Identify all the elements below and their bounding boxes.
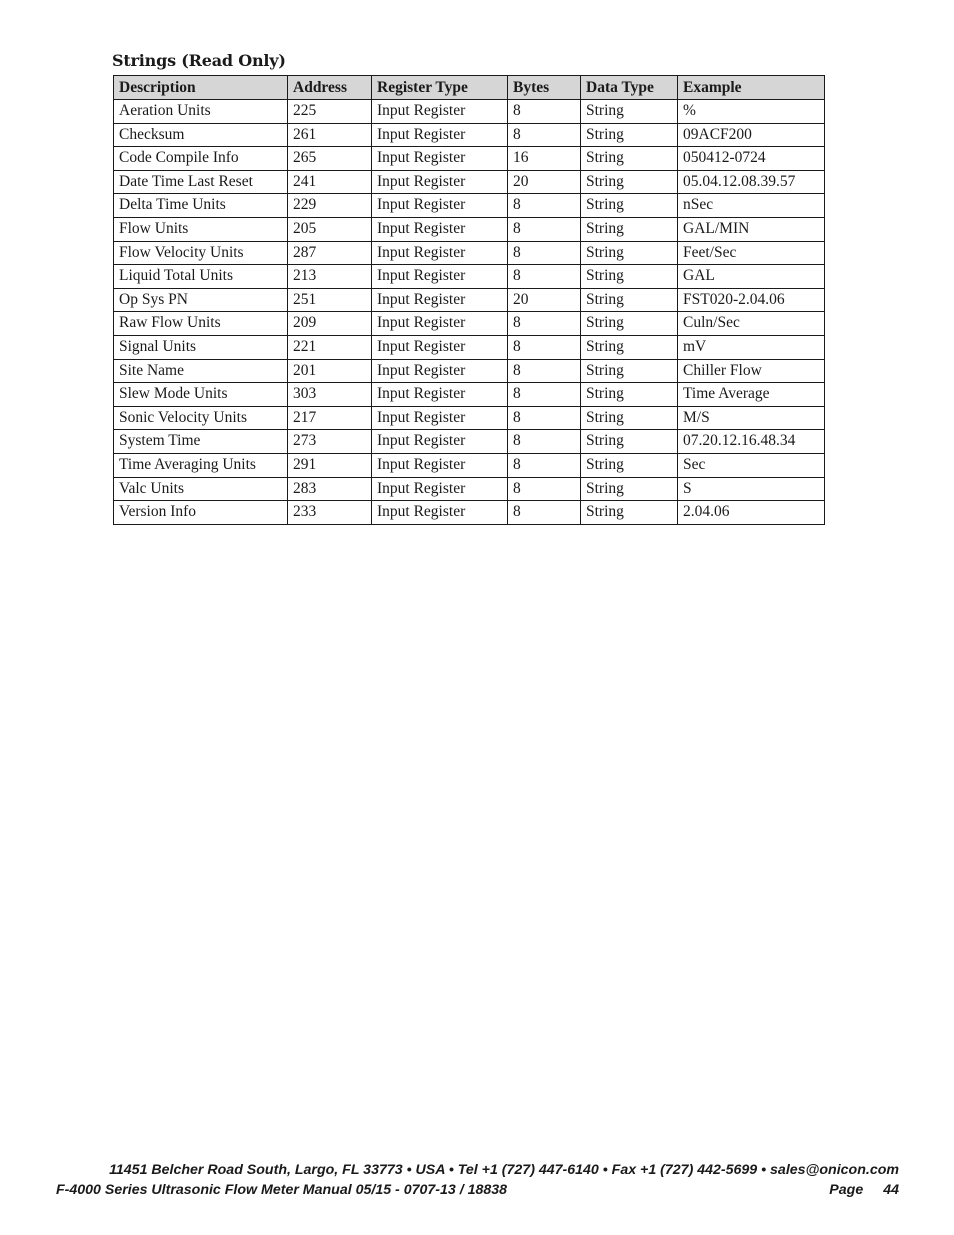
cell-data-type: String — [581, 501, 678, 525]
cell-description: System Time — [114, 430, 288, 454]
table-row — [114, 265, 825, 289]
cell-bytes: 8 — [508, 406, 581, 430]
cell-description: Liquid Total Units — [114, 265, 288, 289]
cell-description: Aeration Units — [114, 100, 288, 124]
cell-register-type: Input Register — [372, 170, 508, 194]
cell-data-type: String — [581, 288, 678, 312]
table-row — [114, 383, 825, 407]
cell-bytes: 8 — [508, 383, 581, 407]
table-row — [114, 477, 825, 501]
cell-data-type: String — [581, 265, 678, 289]
table-row — [114, 288, 825, 312]
cell-data-type: String — [581, 217, 678, 241]
table-row — [114, 335, 825, 359]
cell-data-type: String — [581, 383, 678, 407]
cell-description: Signal Units — [114, 335, 288, 359]
cell-description: Flow Units — [114, 217, 288, 241]
cell-description: Slew Mode Units — [114, 383, 288, 407]
cell-register-type: Input Register — [372, 123, 508, 147]
cell-bytes: 8 — [508, 123, 581, 147]
cell-data-type: String — [581, 170, 678, 194]
cell-example: S — [678, 477, 825, 501]
cell-description: Site Name — [114, 359, 288, 383]
cell-register-type: Input Register — [372, 217, 508, 241]
cell-example: % — [678, 100, 825, 124]
cell-data-type: String — [581, 100, 678, 124]
cell-example: Culn/Sec — [678, 312, 825, 336]
cell-bytes: 8 — [508, 100, 581, 124]
cell-address: 221 — [288, 335, 372, 359]
cell-description: Time Averaging Units — [114, 453, 288, 477]
column-header-register-type: Register Type — [372, 76, 508, 100]
cell-data-type: String — [581, 241, 678, 265]
table-row — [114, 406, 825, 430]
footer-manual-line — [56, 1182, 899, 1198]
cell-data-type: String — [581, 194, 678, 218]
cell-data-type: String — [581, 359, 678, 383]
cell-bytes: 8 — [508, 265, 581, 289]
cell-register-type: Input Register — [372, 406, 508, 430]
table-row — [114, 312, 825, 336]
cell-bytes: 8 — [508, 217, 581, 241]
cell-example: Feet/Sec — [678, 241, 825, 265]
cell-register-type: Input Register — [372, 453, 508, 477]
cell-example: 050412-0724 — [678, 147, 825, 171]
cell-bytes: 16 — [508, 147, 581, 171]
cell-description: Op Sys PN — [114, 288, 288, 312]
cell-example: 07.20.12.16.48.34 — [678, 430, 825, 454]
table-row — [114, 359, 825, 383]
cell-address: 213 — [288, 265, 372, 289]
footer-manual-title: F-4000 Series Ultrasonic Flow Meter Manual 05/15 - 0707-13 / 18838 — [56, 1182, 508, 1198]
column-header-bytes: Bytes — [508, 76, 581, 100]
cell-register-type: Input Register — [372, 265, 508, 289]
cell-description: Date Time Last Reset — [114, 170, 288, 194]
cell-address: 229 — [288, 194, 372, 218]
page-indicator — [829, 1182, 899, 1198]
cell-address: 201 — [288, 359, 372, 383]
cell-address: 291 — [288, 453, 372, 477]
cell-example: nSec — [678, 194, 825, 218]
cell-bytes: 8 — [508, 194, 581, 218]
cell-address: 273 — [288, 430, 372, 454]
section-title: Strings (Read Only) — [112, 51, 286, 70]
cell-example: M/S — [678, 406, 825, 430]
column-header-address: Address — [288, 76, 372, 100]
cell-example: 05.04.12.08.39.57 — [678, 170, 825, 194]
cell-example: mV — [678, 335, 825, 359]
cell-register-type: Input Register — [372, 430, 508, 454]
cell-register-type: Input Register — [372, 359, 508, 383]
cell-address: 283 — [288, 477, 372, 501]
cell-register-type: Input Register — [372, 288, 508, 312]
cell-data-type: String — [581, 477, 678, 501]
cell-example: Time Average — [678, 383, 825, 407]
cell-data-type: String — [581, 406, 678, 430]
cell-example: Chiller Flow — [678, 359, 825, 383]
cell-example: GAL — [678, 265, 825, 289]
table-row — [114, 194, 825, 218]
cell-register-type: Input Register — [372, 147, 508, 171]
cell-register-type: Input Register — [372, 477, 508, 501]
table-header-row — [114, 76, 825, 100]
cell-address: 251 — [288, 288, 372, 312]
cell-bytes: 8 — [508, 430, 581, 454]
cell-address: 217 — [288, 406, 372, 430]
cell-description: Flow Velocity Units — [114, 241, 288, 265]
cell-example: 09ACF200 — [678, 123, 825, 147]
cell-bytes: 8 — [508, 477, 581, 501]
table-row — [114, 147, 825, 171]
column-header-data-type: Data Type — [581, 76, 678, 100]
cell-description: Valc Units — [114, 477, 288, 501]
cell-example: FST020-2.04.06 — [678, 288, 825, 312]
cell-example: Sec — [678, 453, 825, 477]
table-row — [114, 217, 825, 241]
cell-address: 205 — [288, 217, 372, 241]
page-number: 44 — [883, 1182, 899, 1198]
table-row — [114, 501, 825, 525]
table-row — [114, 453, 825, 477]
cell-description: Checksum — [114, 123, 288, 147]
column-header-example: Example — [678, 76, 825, 100]
cell-bytes: 8 — [508, 453, 581, 477]
cell-register-type: Input Register — [372, 241, 508, 265]
cell-data-type: String — [581, 147, 678, 171]
column-header-description: Description — [114, 76, 288, 100]
cell-address: 209 — [288, 312, 372, 336]
cell-bytes: 8 — [508, 335, 581, 359]
table-row — [114, 170, 825, 194]
cell-bytes: 8 — [508, 359, 581, 383]
table-body — [114, 100, 825, 525]
cell-address: 303 — [288, 383, 372, 407]
cell-data-type: String — [581, 430, 678, 454]
strings-register-table — [113, 75, 825, 525]
cell-description: Code Compile Info — [114, 147, 288, 171]
cell-address: 233 — [288, 501, 372, 525]
cell-example: GAL/MIN — [678, 217, 825, 241]
footer-address: 11451 Belcher Road South, Largo, FL 33773 • USA • Tel +1 (727) 447-6140 • Fax +1 (727) 442-5699 • sales@onicon.com — [109, 1162, 899, 1178]
cell-bytes: 20 — [508, 288, 581, 312]
cell-description: Sonic Velocity Units — [114, 406, 288, 430]
cell-register-type: Input Register — [372, 335, 508, 359]
cell-data-type: String — [581, 123, 678, 147]
cell-description: Delta Time Units — [114, 194, 288, 218]
cell-address: 265 — [288, 147, 372, 171]
cell-register-type: Input Register — [372, 312, 508, 336]
cell-register-type: Input Register — [372, 383, 508, 407]
cell-bytes: 20 — [508, 170, 581, 194]
cell-register-type: Input Register — [372, 501, 508, 525]
page-label: Page — [829, 1182, 864, 1198]
cell-data-type: String — [581, 312, 678, 336]
cell-address: 225 — [288, 100, 372, 124]
cell-description: Version Info — [114, 501, 288, 525]
table-row — [114, 100, 825, 124]
table-row — [114, 241, 825, 265]
cell-data-type: String — [581, 335, 678, 359]
cell-bytes: 8 — [508, 312, 581, 336]
cell-register-type: Input Register — [372, 100, 508, 124]
cell-bytes: 8 — [508, 501, 581, 525]
cell-data-type: String — [581, 453, 678, 477]
cell-address: 287 — [288, 241, 372, 265]
cell-bytes: 8 — [508, 241, 581, 265]
table-row — [114, 430, 825, 454]
cell-description: Raw Flow Units — [114, 312, 288, 336]
table-row — [114, 123, 825, 147]
cell-address: 261 — [288, 123, 372, 147]
cell-register-type: Input Register — [372, 194, 508, 218]
cell-example: 2.04.06 — [678, 501, 825, 525]
cell-address: 241 — [288, 170, 372, 194]
